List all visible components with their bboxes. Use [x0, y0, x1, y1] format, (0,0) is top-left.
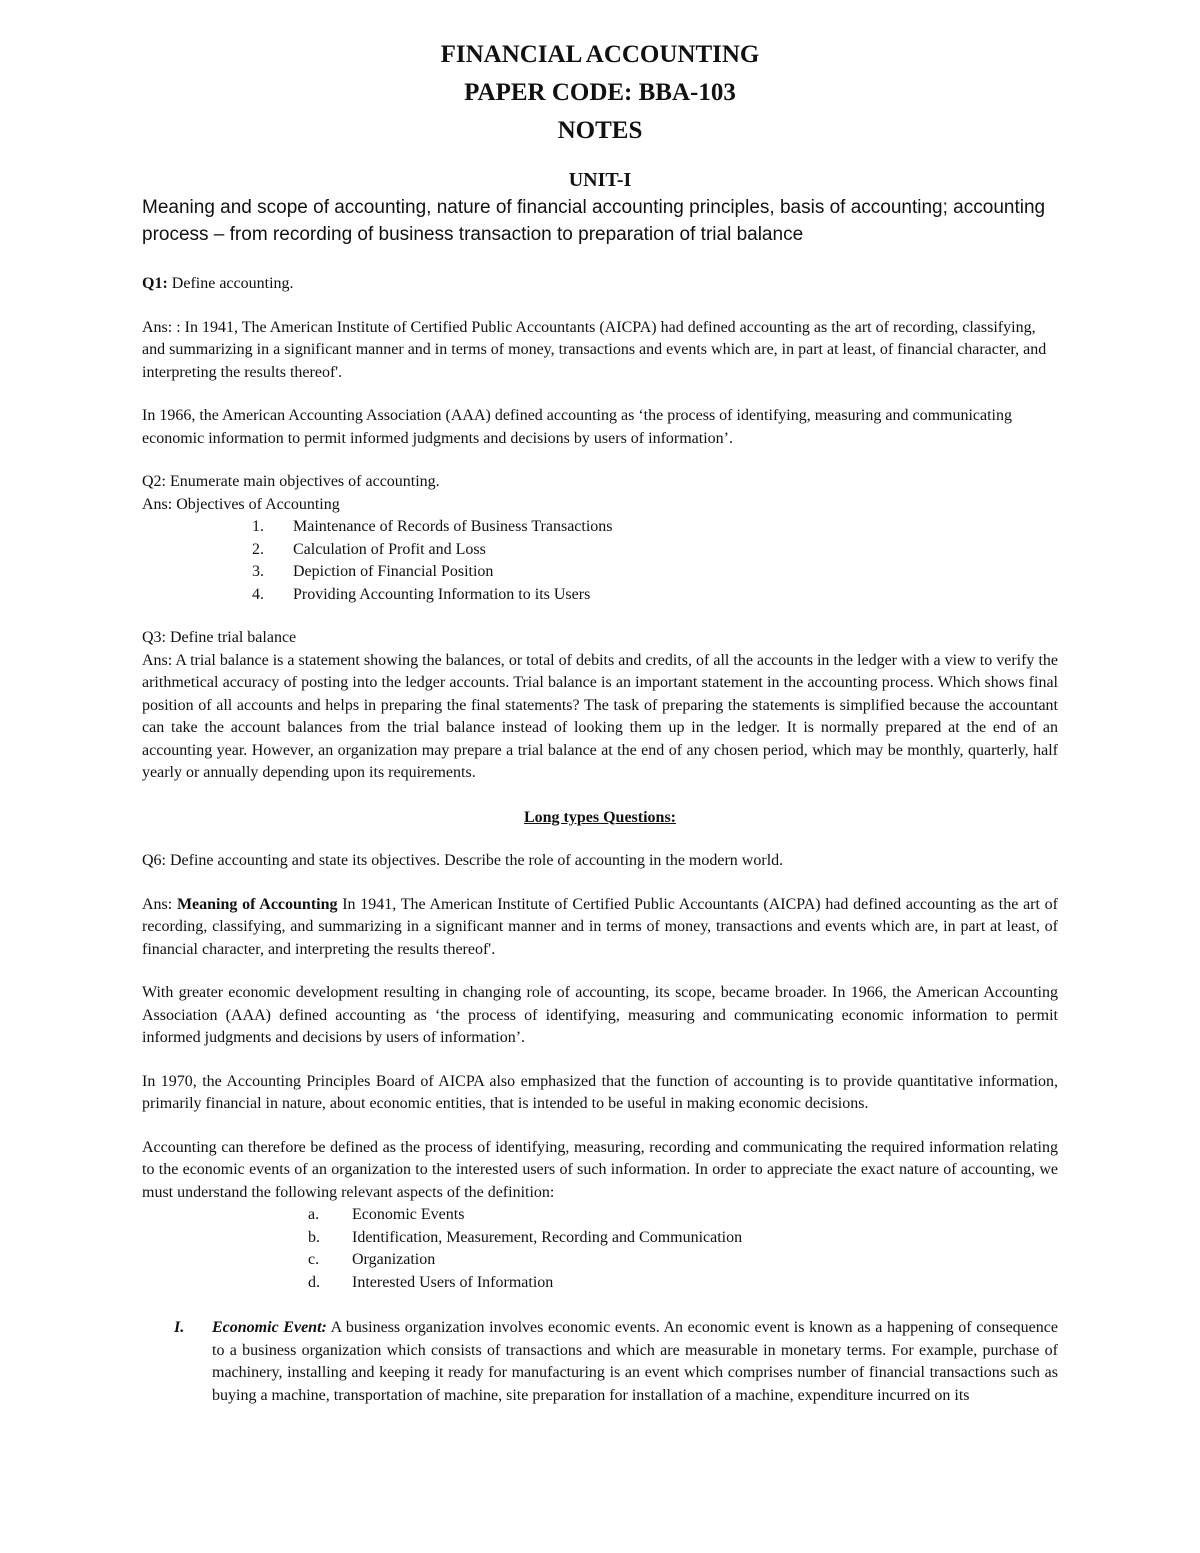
course-title: FINANCIAL ACCOUNTING [440, 41, 760, 68]
document-header [142, 36, 1058, 150]
q1-answer-1: Ans: : In 1941, The American Institute of Certified Public Accountants (AICPA) had defined accounting as the art of recording, classifying, and summarizing in a significant manner and in terms of money, transactions and events which are, in part at least, of financial character, and interpreting the results thereof'. [142, 318, 1047, 381]
q1-answer-2: In 1966, the American Accounting Association (AAA) defined accounting as ‘the process of identifying, measuring and communicating economic information to permit informed judgments and decisions by users of information’. [142, 407, 1012, 447]
paper-code: PAPER CODE: BBA-103 [464, 79, 736, 106]
unit-description: Meaning and scope of accounting, nature of financial accounting principles, basis of accounting; accounting process – from recording of business transaction to preparation of trial balance [142, 197, 1046, 245]
q1-question [142, 273, 1058, 296]
aspects-list [308, 1204, 1058, 1294]
q3-answer: Ans: A trial balance is a statement showing the balances, or total of debits and credits, of all the accounts in the ledger with a view to verify the arithmetical accuracy of posting into the ledger accounts. Trial balance is an important statement in the accounting process. Which shows final position of all accounts and helps in preparing the final statements? The task of preparing the statements is simplified because the accountant can take the account balances from the trial balance instead of looking them up in the ledger. It is normally prepared at the end of an accounting year. However, an organization may prepare a trial balance at the end of any chosen period, which may be monthly, quarterly, half yearly or annually depending upon its requirements. [142, 651, 1058, 781]
q2-question: Q2: Enumerate main objectives of accounting. [142, 473, 440, 490]
q1-label: Q1: [142, 275, 168, 292]
economic-event-title: Economic Event: [212, 1319, 327, 1336]
list-item: b. Identification, Measurement, Recording and Communication [308, 1228, 743, 1246]
list-item: d. Interested Users of Information [308, 1273, 554, 1291]
q3-question: Q3: Define trial balance [142, 629, 297, 646]
list-item: a. Economic Events [308, 1206, 465, 1223]
q6-paragraph-2: With greater economic development resulting in changing role of accounting, its scope, became broader. In 1966, the American Accounting Association (AAA) defined accounting as ‘the process of identifying, measuring and communicating economic information to permit informed judgments and decisions by users of information’. [142, 984, 1058, 1046]
notes-title: NOTES [557, 117, 643, 144]
q6-answer: Ans: Meaning of Accounting In 1941, The American Institute of Certified Public Accountants (AICPA) had defined accounting as the art of recording, classifying, and summarizing in a significant manner and in terms of money, transactions and events which are, in part at least, of financial character, and interpreting the results thereof'. [142, 895, 1058, 958]
roman-numeral: I. [174, 1319, 185, 1336]
long-questions-heading: Long types Questions: [523, 808, 677, 826]
meaning-of-accounting: Meaning of Accounting [176, 895, 338, 913]
q2-answer-intro: Ans: Objectives of Accounting [142, 495, 340, 513]
list-item: 4. Providing Accounting Information to its Users [252, 585, 591, 603]
q1-question-text: Define accounting. [167, 275, 294, 292]
q6-paragraph-4: Accounting can therefore be defined as the process of identifying, measuring, recording and communicating the required information relating to the economic events of an organization to the interested users of such information. In order to appreciate the exact nature of accounting, we must understand the following relevant aspects of the definition: [142, 1138, 1058, 1201]
q6-question: Q6: Define accounting and state its objectives. Describe the role of accounting in the modern world. [142, 852, 784, 869]
list-item: 3. Depiction of Financial Position [252, 563, 494, 580]
objectives-list [252, 516, 1058, 606]
list-item: 2. Calculation of Profit and Loss [252, 540, 486, 558]
unit-title: UNIT-I [568, 169, 632, 191]
list-item: c. Organization [308, 1251, 436, 1268]
list-item: 1. Maintenance of Records of Business Transactions [252, 518, 613, 535]
economic-event-point: I. Economic Event: A business organization involves economic events. An economic event is known as a happening of consequence to a business organization which consists of transactions and which are measurable in monetary terms. For example, purchase of machinery, installing and keeping it ready for manufacturing is an event which comprises number of financial transactions such as buying a machine, transportation of machine, site preparation for installation of a machine, expenditure incurred on its [174, 1319, 1058, 1404]
q6-paragraph-3: In 1970, the Accounting Principles Board of AICPA also emphasized that the function of accounting is to provide quantitative information, primarily financial in nature, about economic entities, that is intended to be useful in making economic decisions. [142, 1072, 1058, 1112]
